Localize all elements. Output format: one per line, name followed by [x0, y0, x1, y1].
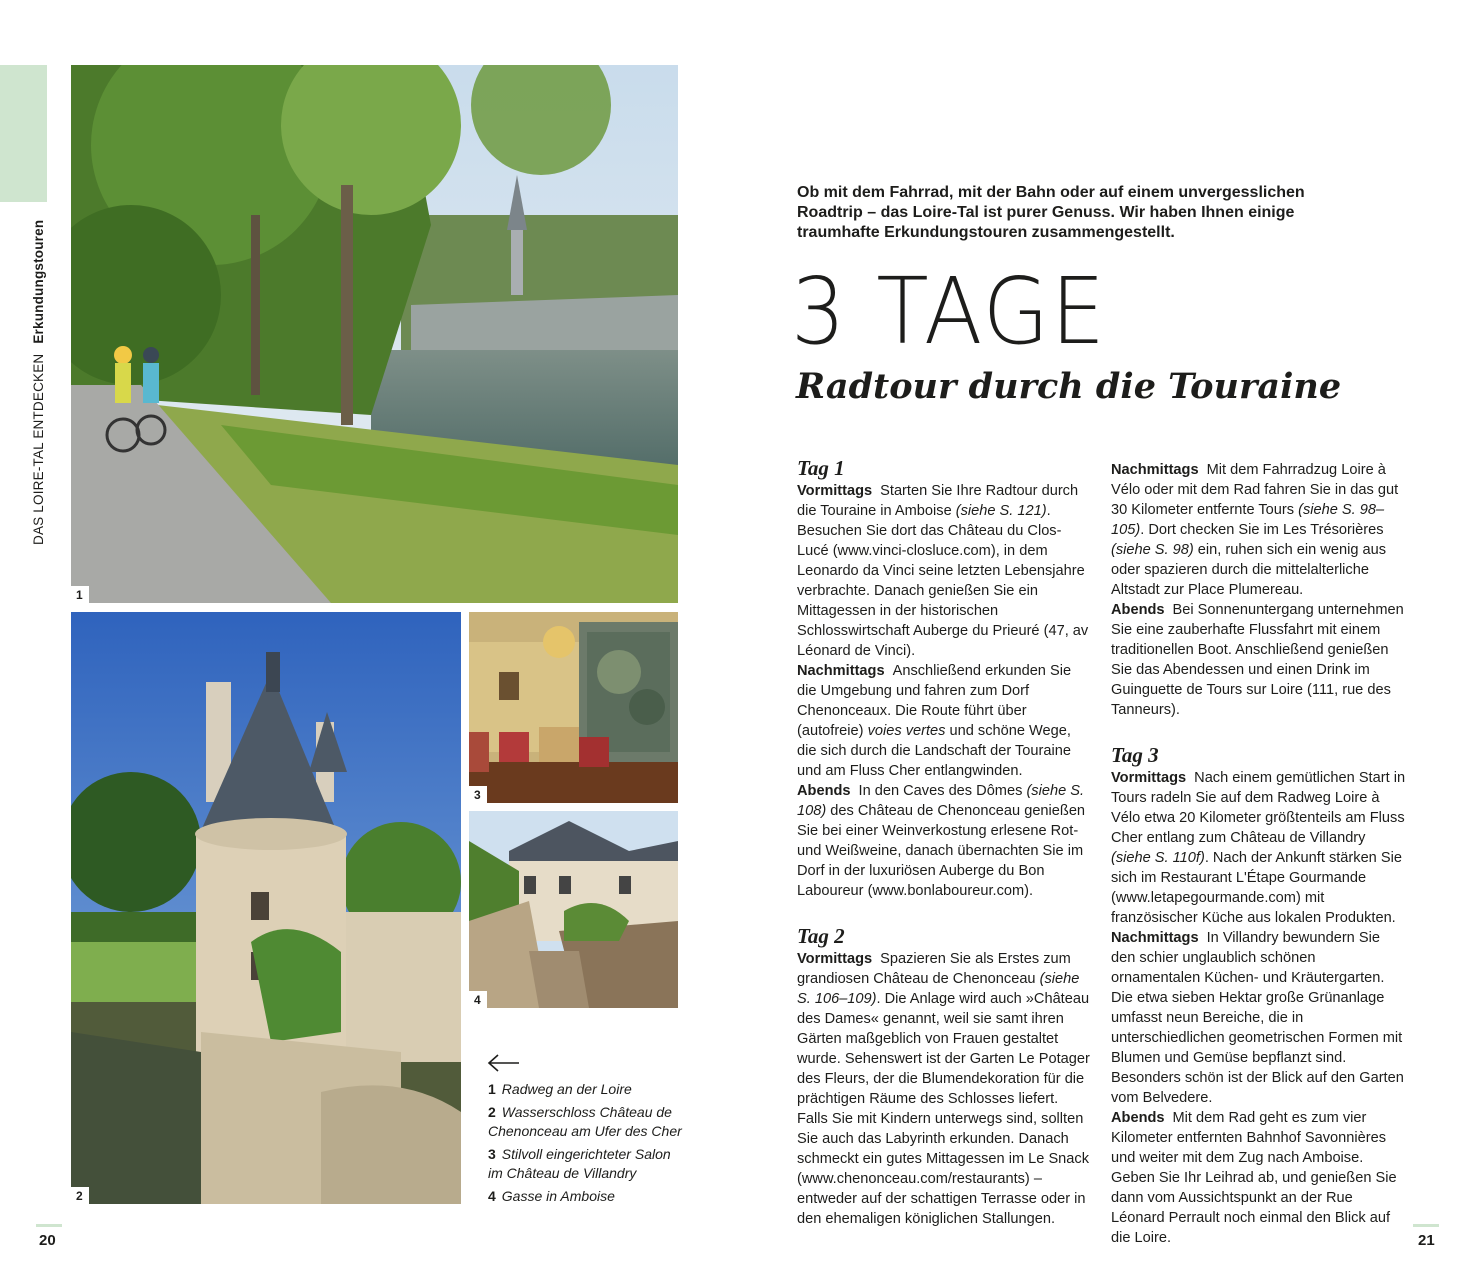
body-text: In Villandry bewundern Sie den schier unglaublich schönen ornamentalen Küchen- und Kräutergarten. Die etwa sieben Hektar große Grünanlage umfasst neun Bereiche, die in unterschiedlichen geometrischen Formen mit Blumen und Gemüse bepflanzt sind. Besonders schön ist der Blick auf den Garten vom Belvedere.: [1111, 930, 1404, 1106]
page-number-left: 20: [39, 1232, 56, 1249]
paragraph-vormittags: [1111, 768, 1407, 928]
day-heading: Tag 2: [797, 924, 845, 948]
caption-number: 3: [488, 1146, 496, 1162]
photo-salon: [469, 612, 678, 803]
paragraph-nachmittags: [797, 661, 1093, 781]
caption-text: Gasse in Amboise: [501, 1188, 615, 1204]
day-heading: Tag 1: [797, 456, 845, 480]
time-label: Vormittags: [797, 951, 873, 967]
intro-text: Ob mit dem Fahrrad, mit der Bahn oder auf einem unvergesslichen Roadtrip – das Loire-Tal ist purer Genuss. Wir haben Ihnen einige traumhafte Erkundungstouren zusammengestellt.: [797, 184, 1305, 241]
caption-text: Stilvoll eingerichteter Salon im Château de Villandry: [488, 1146, 671, 1181]
paragraph-vormittags: [797, 481, 1093, 661]
body-text-italic: voies vertes: [867, 723, 946, 739]
section-tab: [0, 65, 47, 202]
paragraph-abends: [1111, 1108, 1407, 1248]
photo-number: 1: [71, 586, 89, 603]
caption-number: 4: [488, 1188, 496, 1204]
running-head-section: DAS LOIRE-TAL ENTDECKEN: [31, 353, 46, 545]
page-marker-left: [36, 1224, 62, 1227]
page-title: 3 TAGE: [791, 258, 1107, 365]
time-label: Abends: [1111, 1110, 1165, 1126]
body-text: ein, ruhen sich ein wenig aus oder spazieren durch die mittelalterliche Altstadt zur Place Plumereau.: [1111, 542, 1387, 598]
page-number-right: 21: [1418, 1232, 1435, 1249]
time-label: Abends: [797, 783, 851, 799]
photo-gasse: [469, 811, 678, 1008]
body-text: Mit dem Fahrradzug Loire à Vélo oder mit dem Rad fahren Sie in das gut 30 Kilometer entfernte Tours: [1111, 462, 1399, 518]
arrow-left-icon: [487, 1052, 521, 1074]
time-label: Nachmittags: [1111, 462, 1199, 478]
page-reference: (siehe S. 98–105): [1111, 502, 1385, 538]
time-label: Abends: [1111, 602, 1165, 618]
body-text: Anschließend erkunden Sie die Umgebung und fahren zum Dorf Chenonceaux. Die Route führt über (autofreie): [797, 663, 1072, 739]
caption: [488, 1080, 688, 1099]
time-label: Nachmittags: [797, 663, 885, 679]
caption-number: 1: [488, 1081, 496, 1097]
page-subtitle: Radtour durch die Touraine: [796, 366, 1342, 407]
body-text: und schöne Wege, die sich durch die Landschaft der Touraine und am Fluss Cher entlangwinden.: [797, 723, 1071, 779]
page-reference: (siehe S. 98): [1111, 542, 1194, 558]
text-column-1: [797, 455, 1093, 1229]
caption-number: 2: [488, 1104, 496, 1120]
body-text: In den Caves des Dômes: [858, 783, 1027, 799]
page-reference: (siehe S. 121): [955, 503, 1047, 519]
caption-text: Wasserschloss Château de Chenonceau am Ufer des Cher: [488, 1104, 682, 1139]
body-text: Starten Sie Ihre Radtour durch die Touraine in Amboise: [797, 483, 1079, 519]
paragraph-abends: [1111, 600, 1407, 720]
running-head-chapter: Erkundungstouren: [31, 219, 46, 344]
paragraph-vormittags: [797, 949, 1093, 1229]
caption: [488, 1187, 688, 1206]
photo-radweg: [71, 65, 678, 603]
time-label: Vormittags: [1111, 770, 1187, 786]
day-heading: Tag 3: [1111, 743, 1159, 767]
photo-chenonceau: [71, 612, 461, 1204]
photo-number: 2: [71, 1187, 89, 1204]
body-text: Nach einem gemütlichen Start in Tours radeln Sie auf dem Radweg Loire à Vélo etwa 20 Kilometer größtenteils am Fluss Cher entlang zum Château de Villandry: [1111, 770, 1406, 846]
body-text: Bei Sonnenuntergang unternehmen Sie eine zauberhafte Flussfahrt mit einem traditionellen Boot. Anschließend genießen Sie das Abendessen und einen Drink im Guinguette de Tours sur Loire (111, rue des Tanneurs).: [1111, 602, 1404, 718]
text-column-2: [1111, 460, 1407, 1248]
page-reference: (siehe S. 108): [797, 783, 1085, 819]
time-label: Nachmittags: [1111, 930, 1199, 946]
body-text: . Die Anlage wird auch »Château des Dames« genannt, weil sie samt ihren Gärten maßgeblich von Frauen gestaltet wurde. Sehenswert ist der Garten Le Potager des Fleurs, der die Blumendekoration für die prächtigen Räume des Schlosses liefert. Falls Sie mit Kindern unterwegs sind, sollten Sie auch das Labyrinth erkunden. Danach schmeckt ein gutes Mittagessen im Le Snack (www.chenonceau.com/restaurants) – entweder auf der schattigen Terrasse oder in den ehemaligen königlichen Stallungen.: [797, 991, 1090, 1227]
photo-number: 3: [469, 786, 487, 803]
caption: [488, 1145, 688, 1183]
page-marker-right: [1413, 1224, 1439, 1227]
time-label: Vormittags: [797, 483, 873, 499]
page-reference: (siehe S. 106–109): [797, 971, 1080, 1007]
body-text: . Besuchen Sie dort das Château du Clos-Lucé (www.vinci-closluce.com), in dem Leonardo da Vinci seine letzten Lebensjahre verbrachte. Danach genießen Sie ein Mittagessen in der historischen Schlosswirtschaft Auberge du Prieuré (47, av Léonard de Vinci).: [797, 503, 1089, 659]
photo-captions: [488, 1080, 688, 1210]
caption-text: Radweg an der Loire: [501, 1081, 632, 1097]
paragraph-nachmittags: [1111, 928, 1407, 1108]
running-head: [31, 220, 46, 545]
paragraph-nachmittags: [1111, 460, 1407, 600]
body-text: . Nach der Ankunft stärken Sie sich im Restaurant L'Étape Gourmande (www.letapegourmande.com) mit französischer Küche aus lokalen Produkten.: [1111, 850, 1402, 926]
body-text: des Château de Chenonceau genießen Sie bei einer Weinverkostung erlesene Rot- und Weißweine, danach übernachten Sie im Dorf in der luxuriösen Auberge du Bon Laboureur (www.bonlaboureur.com).: [797, 803, 1086, 899]
caption: [488, 1103, 688, 1141]
body-text: . Dort checken Sie im Les Trésorières: [1140, 522, 1384, 538]
paragraph-abends: [797, 781, 1093, 901]
body-text: Spazieren Sie als Erstes zum grandiosen Château de Chenonceau: [797, 951, 1071, 987]
body-text: Mit dem Rad geht es zum vier Kilometer entfernten Bahnhof Savonnières und weiter mit dem Zug nach Amboise. Geben Sie Ihr Leihrad ab, und genießen Sie dann vom Aussichtspunkt an der Rue Léonard Perrault noch einmal den Blick auf die Loire.: [1111, 1110, 1397, 1246]
photo-number: 4: [469, 991, 487, 1008]
page-reference: (siehe S. 110f): [1111, 850, 1205, 866]
